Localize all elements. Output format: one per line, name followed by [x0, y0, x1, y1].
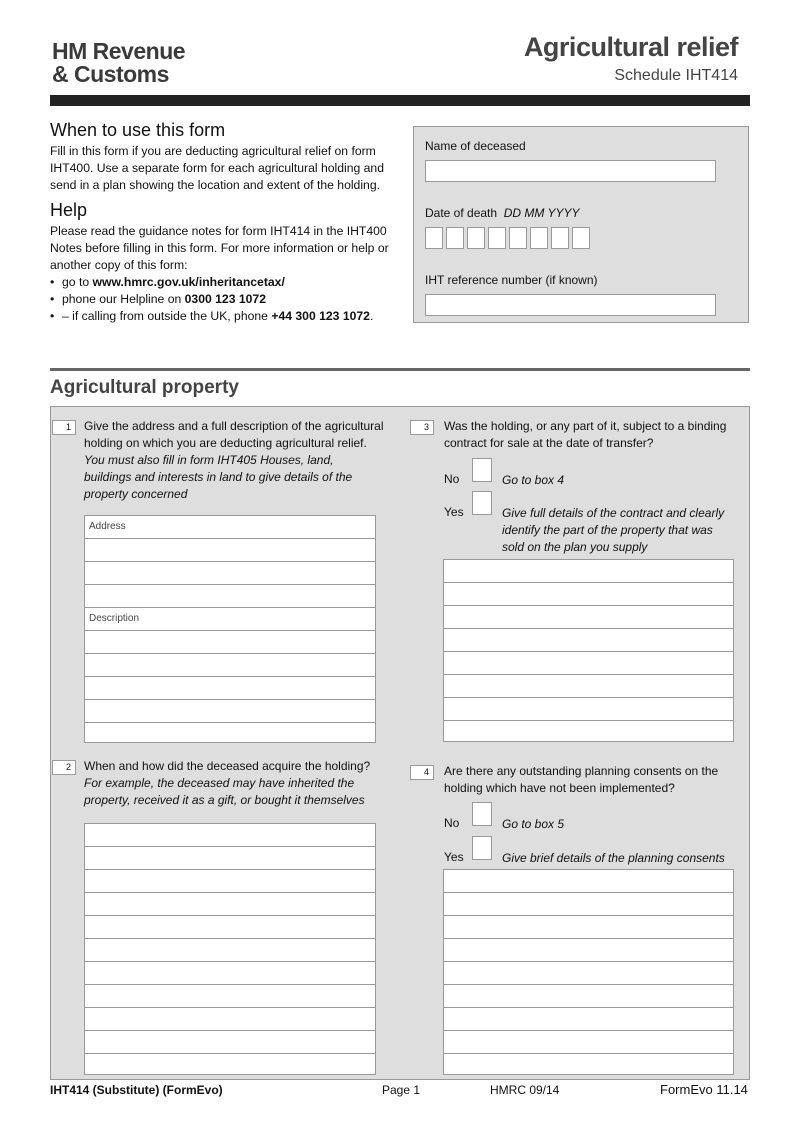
dod-label-text: Date of death: [425, 206, 498, 220]
dod-digit-box[interactable]: [425, 227, 443, 249]
dod-digit-box[interactable]: [551, 227, 569, 249]
answer-line[interactable]: [444, 985, 733, 1008]
intl-phone: +44 300 123 1072: [271, 309, 370, 323]
answer-line[interactable]: [444, 560, 733, 583]
question-1-note: You must also fill in form IHT405 Houses, land, buildings and interests in land to give details of the property concerned: [84, 453, 353, 501]
answer-line[interactable]: [85, 539, 375, 562]
answer-line[interactable]: [85, 847, 375, 870]
question-4-text: Are there any outstanding planning consents on the holding which have not been implemented?: [444, 764, 719, 795]
help-heading: Help: [50, 200, 88, 220]
header-divider: [50, 95, 750, 106]
dod-digit-box[interactable]: [572, 227, 590, 249]
agricultural-property-panel: [50, 406, 750, 1080]
help-bullet-phone: [50, 291, 395, 308]
question-3-text: Was the holding, or any part of it, subject to a binding contract for sale at the date of transfer?: [444, 419, 727, 450]
q3-no-checkbox[interactable]: [472, 458, 492, 482]
q3-no-note: Go to box 4: [502, 473, 565, 487]
q3-no-label: No: [444, 472, 460, 486]
dod-digit-box[interactable]: [446, 227, 464, 249]
sub-prefix: – if calling from outside the UK, phone: [62, 309, 272, 323]
sub-suffix: .: [369, 309, 374, 323]
q4-no-note: Go to box 5: [502, 817, 565, 831]
answer-line[interactable]: [85, 962, 375, 985]
answer-line[interactable]: [85, 700, 375, 723]
answer-line[interactable]: [444, 698, 733, 721]
answer-line[interactable]: [85, 1008, 375, 1031]
q3-answer-grid[interactable]: [443, 559, 734, 742]
help-sub-phone: [50, 308, 395, 325]
answer-line[interactable]: [85, 985, 375, 1008]
answer-line[interactable]: [85, 723, 375, 742]
answer-line[interactable]: [85, 939, 375, 962]
intro-section: [50, 122, 395, 325]
q4-yes-label: Yes: [444, 850, 464, 864]
answer-line[interactable]: [444, 606, 733, 629]
logo-line-1: HM Revenue: [52, 38, 186, 64]
q2-answer-grid[interactable]: [84, 823, 376, 1075]
help-text: Please read the guidance notes for form IHT414 in the IHT400 Notes before filling in this form. For more information or help or another copy of this form:: [50, 224, 389, 272]
iht-ref-label: IHT reference number (if known): [425, 273, 598, 287]
answer-line[interactable]: [85, 1031, 375, 1054]
when-heading: When to use this form: [50, 120, 226, 140]
deceased-details-box: [413, 126, 749, 323]
answer-line[interactable]: [85, 631, 375, 654]
footer-form-id: IHT414 (Substitute) (FormEvo): [50, 1083, 223, 1097]
answer-line[interactable]: [85, 916, 375, 939]
question-2: [84, 758, 384, 809]
name-of-deceased-field[interactable]: [425, 160, 716, 182]
answer-line[interactable]: [444, 629, 733, 652]
iht-reference-field[interactable]: [425, 294, 716, 316]
answer-line[interactable]: [444, 1054, 733, 1074]
section-divider: [50, 368, 750, 371]
question-1: [84, 418, 384, 503]
q3-yes-checkbox[interactable]: [472, 491, 492, 515]
question-2-text: When and how did the deceased acquire the holding?: [84, 759, 371, 773]
answer-line[interactable]: [444, 962, 733, 985]
question-number-3: 3: [410, 420, 434, 435]
form-title: Agricultural relief: [523, 32, 738, 62]
bullet-prefix: phone our Helpline on: [62, 292, 185, 306]
logo-line-2: & Customs: [52, 61, 169, 87]
date-of-death-field: [425, 227, 593, 249]
q4-no-label: No: [444, 816, 460, 830]
footer-page-number: Page 1: [382, 1083, 421, 1097]
q3-yes-note: Give full details of the contract and clearly identify the part of the property that was sold on the plan you supply: [502, 506, 725, 554]
answer-line[interactable]: [444, 916, 733, 939]
answer-line[interactable]: [444, 675, 733, 698]
answer-line[interactable]: [85, 562, 375, 585]
footer-formevo: FormEvo 11.14: [660, 1082, 748, 1097]
answer-line[interactable]: [444, 939, 733, 962]
answer-line[interactable]: [444, 1031, 733, 1054]
answer-line[interactable]: [85, 824, 375, 847]
q4-yes-checkbox[interactable]: [472, 836, 492, 860]
question-2-note: For example, the deceased may have inherited the property, received it as a gift, or bought it themselves: [84, 776, 365, 807]
q1-answer-grid[interactable]: [84, 515, 376, 743]
hmrc-logo: [52, 40, 185, 86]
question-3: [444, 418, 734, 452]
answer-line[interactable]: [444, 652, 733, 675]
answer-line[interactable]: [85, 585, 375, 608]
q4-no-checkbox[interactable]: [472, 802, 492, 826]
dod-format-hint: DD MM YYYY: [503, 206, 580, 220]
question-1-text: Give the address and a full description of the agricultural holding on which you are deducting agricultural relief.: [84, 419, 384, 450]
answer-line[interactable]: [85, 893, 375, 916]
answer-line[interactable]: [444, 721, 733, 741]
q4-answer-grid[interactable]: [443, 869, 734, 1075]
answer-line[interactable]: [444, 583, 733, 606]
dod-label: [425, 206, 580, 220]
answer-line[interactable]: [85, 677, 375, 700]
question-number-4: 4: [410, 765, 434, 780]
question-4: [444, 763, 734, 797]
form-subtitle: Schedule IHT414: [614, 67, 738, 84]
section-title: Agricultural property: [50, 377, 239, 398]
description-label: Description: [85, 608, 375, 631]
q4-yes-note: Give brief details of the planning consents: [502, 851, 725, 865]
answer-line[interactable]: [444, 1008, 733, 1031]
question-number-1: 1: [52, 420, 76, 435]
answer-line[interactable]: [85, 870, 375, 893]
name-label: Name of deceased: [425, 139, 526, 153]
answer-line[interactable]: [444, 870, 733, 893]
address-label: Address: [85, 516, 375, 539]
helpline-phone: 0300 123 1072: [184, 292, 266, 306]
answer-line[interactable]: [85, 1054, 375, 1074]
answer-line[interactable]: [444, 893, 733, 916]
when-text: Fill in this form if you are deducting agricultural relief on form IHT400. Use a separate form for each agricultural holding and send in a plan showing the location and extent of the holding.: [50, 144, 384, 192]
hmrc-link[interactable]: www.hmrc.gov.uk/inheritancetax/: [92, 275, 285, 289]
question-number-2: 2: [52, 760, 76, 775]
dod-digit-box[interactable]: [530, 227, 548, 249]
bullet-prefix: go to: [62, 275, 93, 289]
dod-digit-box[interactable]: [467, 227, 485, 249]
help-bullet-web: [50, 274, 395, 291]
footer-version: HMRC 09/14: [490, 1083, 560, 1097]
dod-digit-box[interactable]: [488, 227, 506, 249]
q3-yes-label: Yes: [444, 505, 464, 519]
dod-digit-box[interactable]: [509, 227, 527, 249]
answer-line[interactable]: [85, 654, 375, 677]
help-list: [50, 274, 395, 325]
